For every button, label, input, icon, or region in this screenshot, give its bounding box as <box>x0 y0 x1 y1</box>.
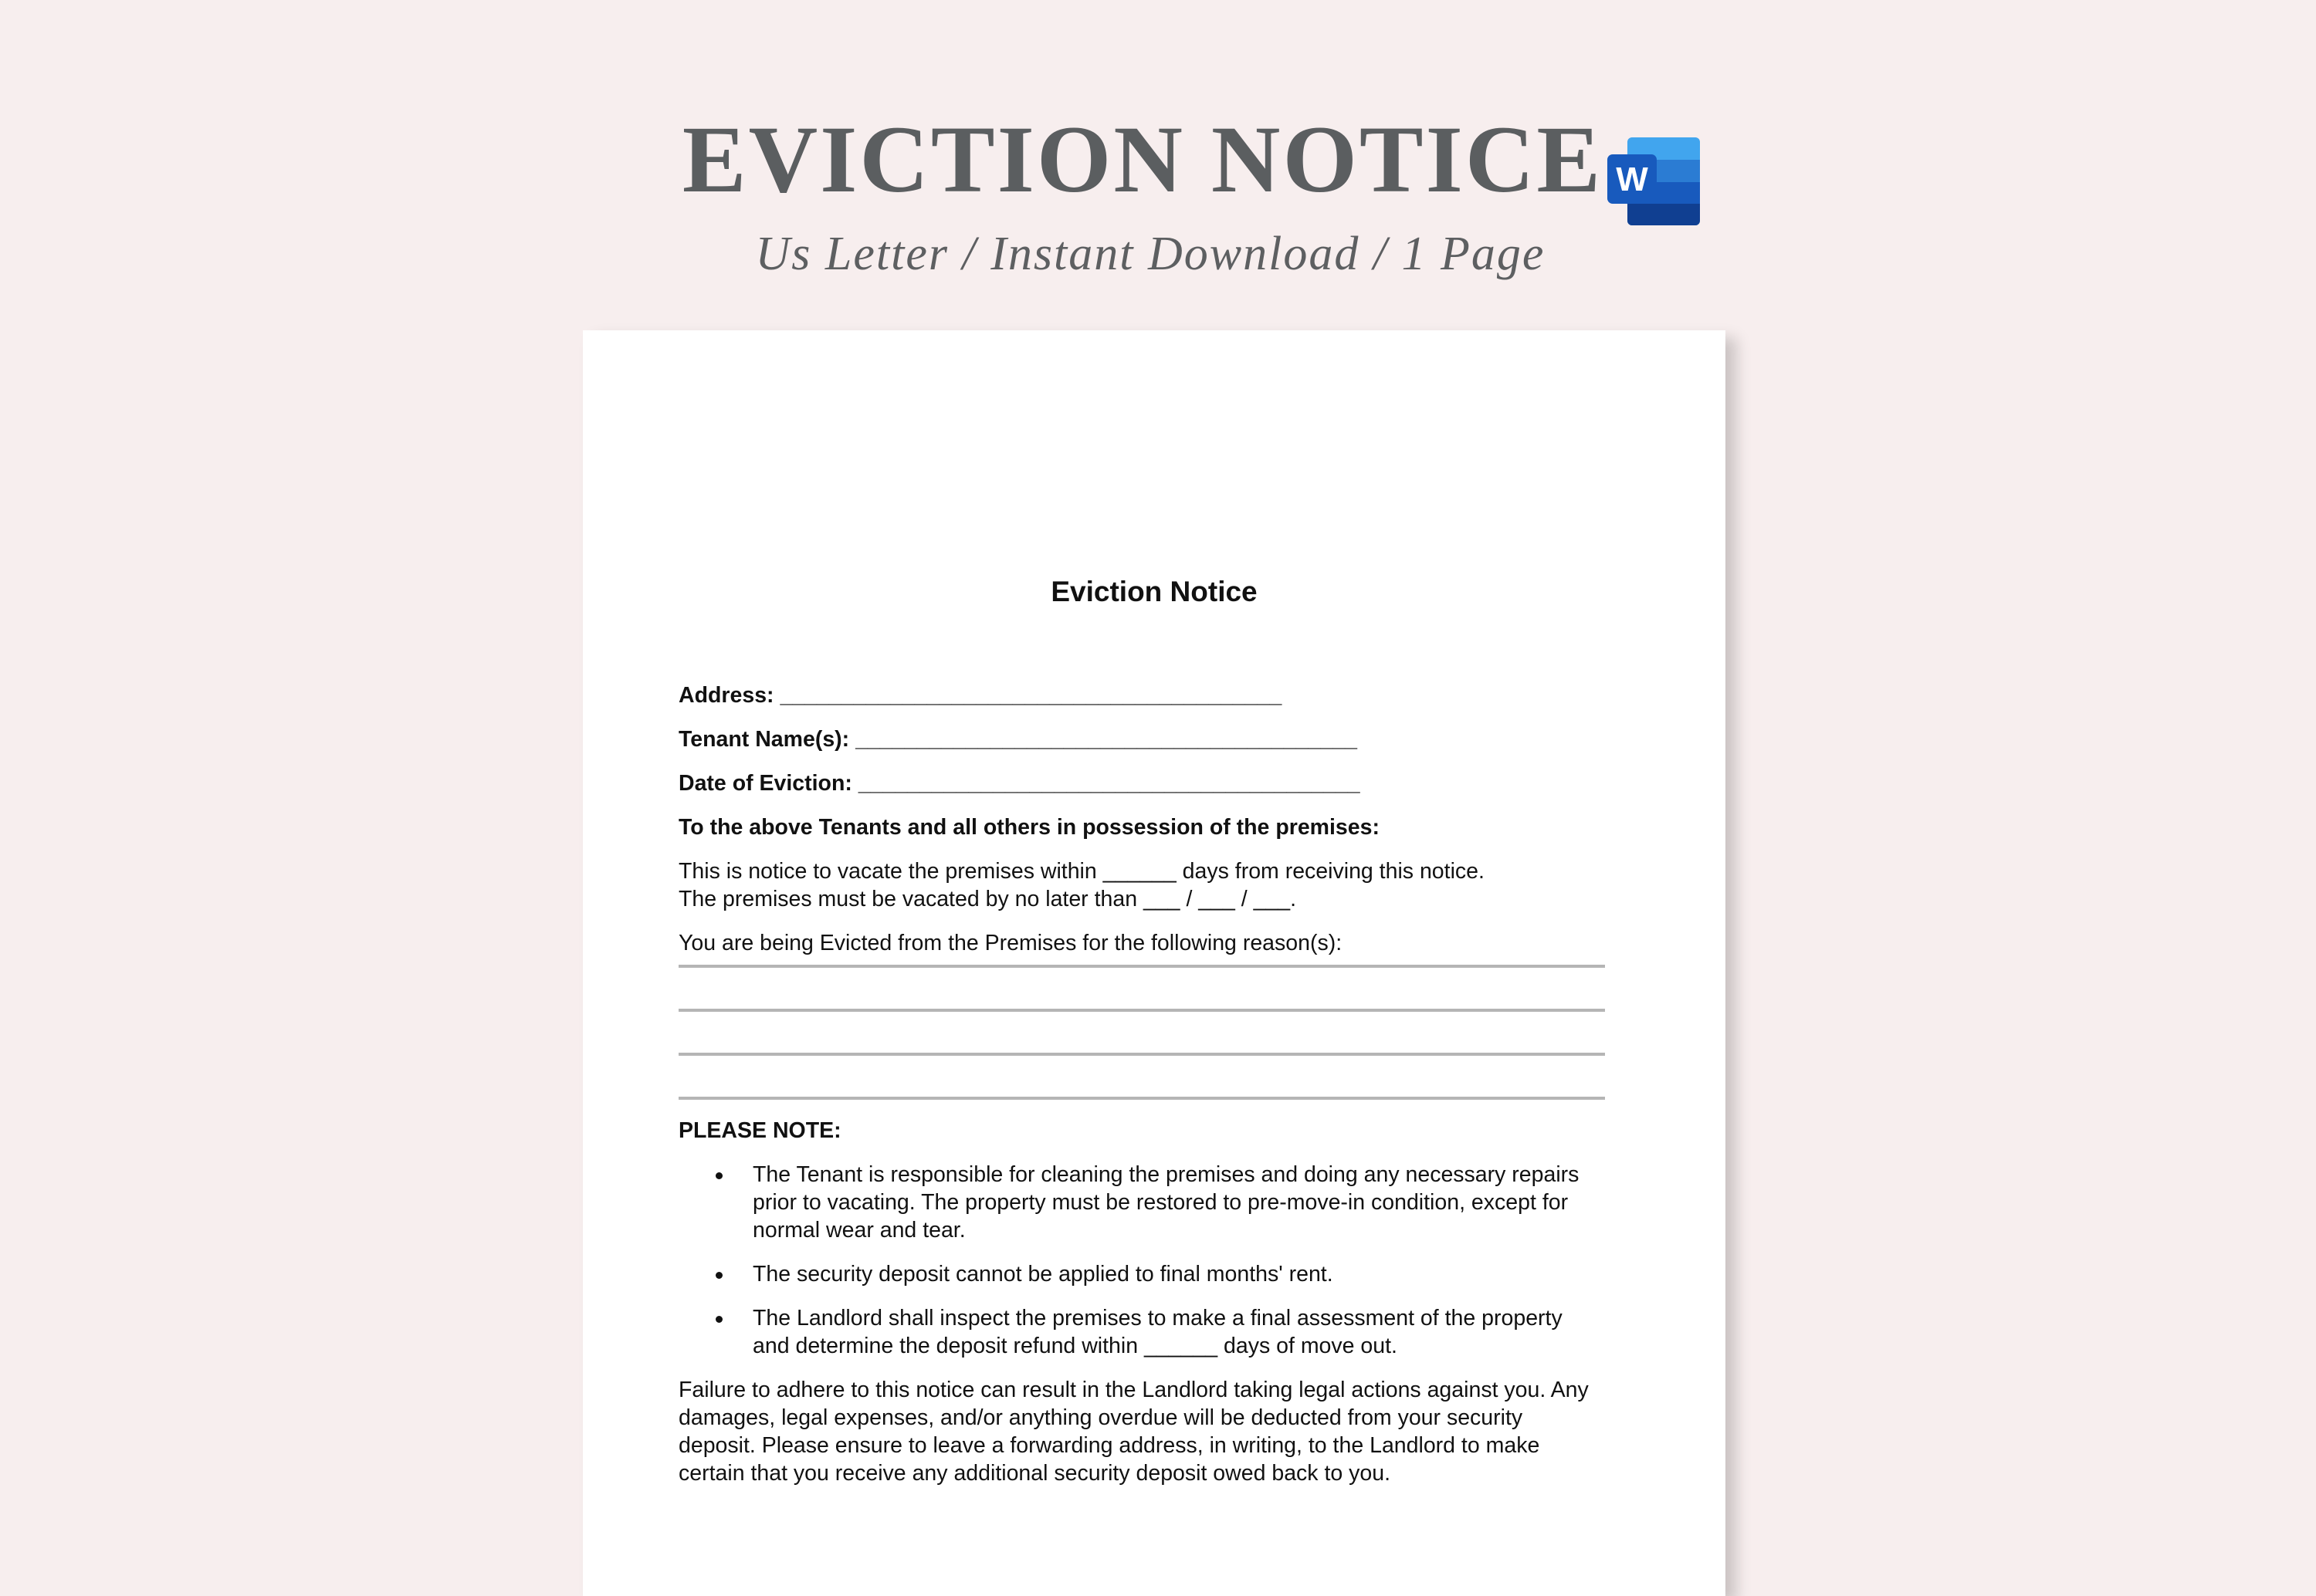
notes-list <box>679 1161 1605 1360</box>
address-label: Address: <box>679 683 774 708</box>
tenant-names-blank[interactable]: _________________________________________ <box>855 727 1357 752</box>
note-text: The Tenant is responsible for cleaning the premises and doing any necessary repairs prior to vacating. The property must be restored to pre-move-in condition, except for normal wear and tear. <box>753 1162 1580 1243</box>
note-item <box>679 1304 1605 1360</box>
vacate-notice <box>679 857 1605 913</box>
reason-line[interactable] <box>679 965 1605 968</box>
reason-line[interactable] <box>679 1053 1605 1056</box>
note-item <box>679 1260 1605 1288</box>
word-icon-letter: W <box>1616 161 1648 198</box>
eviction-date-blank[interactable]: _________________________________________ <box>858 771 1360 796</box>
word-icon <box>1607 137 1700 225</box>
eviction-date-field[interactable] <box>679 769 1605 797</box>
note-text: The Landlord shall inspect the premises to make a final assessment of the property and determine the deposit refund within ______ days of move out. <box>753 1306 1563 1358</box>
reason-line[interactable] <box>679 1097 1605 1100</box>
bullet-icon <box>716 1316 723 1323</box>
vacate-days-line: This is notice to vacate the premises within ______ days from receiving this notice. <box>679 859 1485 884</box>
please-note-heading: PLEASE NOTE: <box>679 1118 841 1143</box>
note-text: The security deposit cannot be applied to final months' rent. <box>753 1262 1333 1287</box>
vacate-date-line: The premises must be vacated by no later than ___ / ___ / ___. <box>679 887 1297 911</box>
document-title: Eviction Notice <box>1051 576 1258 607</box>
tenant-names-field[interactable] <box>679 725 1605 753</box>
eviction-date-label: Date of Eviction: <box>679 771 852 796</box>
address-blank[interactable]: _________________________________________ <box>780 683 1282 708</box>
addressee-line: To the above Tenants and all others in possession of the premises: <box>679 815 1380 840</box>
banner-title: EVICTION NOTICE <box>682 107 1603 212</box>
document-body <box>679 681 1605 1487</box>
reasons-lines <box>679 965 1605 1100</box>
banner-subtitle: Us Letter / Instant Download / 1 Page <box>755 228 1546 280</box>
tenant-names-label: Tenant Name(s): <box>679 727 850 752</box>
note-item <box>679 1161 1605 1244</box>
reason-line[interactable] <box>679 1009 1605 1012</box>
closing-paragraph: Failure to adhere to this notice can result in the Landlord taking legal actions against you. Any damages, legal expenses, and/or anything overdue will be deducted from your security deposit. Please ensure to leave a forwarding address, in writing, to the Landlord to make certain that you receive any additional security deposit owed back to you. <box>679 1378 1589 1486</box>
bullet-icon <box>716 1272 723 1279</box>
bullet-icon <box>716 1172 723 1179</box>
document-page <box>583 330 1725 1596</box>
address-field[interactable] <box>679 681 1605 709</box>
reasons-prompt: You are being Evicted from the Premises for the following reason(s): <box>679 931 1343 955</box>
